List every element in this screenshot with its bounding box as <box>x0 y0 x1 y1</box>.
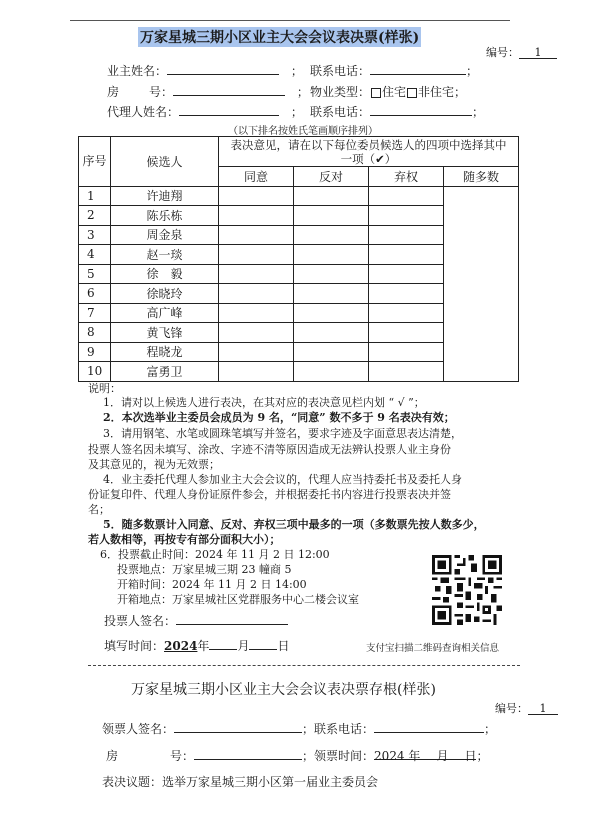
agree-cell[interactable] <box>219 284 294 304</box>
stub-motion-label: 表决议题： <box>102 775 163 789</box>
voter-sign-row <box>104 612 288 629</box>
candidate-name: 许迪翔 <box>111 186 219 206</box>
agree-cell[interactable] <box>219 225 294 245</box>
col-header-abstain: 弃权 <box>369 167 444 187</box>
abstain-cell[interactable] <box>369 303 444 323</box>
candidate-name: 徐晓玲 <box>111 284 219 304</box>
stub-room-field[interactable] <box>194 747 302 760</box>
note-3a: 3．请用钢笔、水笔或圆珠笔填写并签名，要求字迹及字面意思表达清楚， <box>103 427 462 440</box>
stub-receiver-field[interactable] <box>174 720 302 733</box>
oppose-cell[interactable] <box>294 284 369 304</box>
note-5b: 若人数相等，再按专有部分面积大小）； <box>88 533 281 546</box>
property-type-row: 物业类型： 住宅 非住宅； <box>310 85 467 99</box>
stub-room-label-part2: 号： <box>170 749 195 763</box>
agree-cell[interactable] <box>219 264 294 284</box>
qr-code-icon <box>432 555 502 625</box>
room-field[interactable] <box>173 83 285 96</box>
oppose-cell[interactable] <box>294 206 369 226</box>
proxy-phone-row: 联系电话： ； <box>310 105 485 119</box>
row-number: 9 <box>79 342 111 362</box>
oppose-cell[interactable] <box>294 362 369 382</box>
residential-checkbox[interactable] <box>371 88 381 98</box>
col-header-name: 候选人 <box>111 137 219 187</box>
agree-cell[interactable] <box>219 362 294 382</box>
candidate-name: 黄飞锋 <box>111 323 219 343</box>
owner-name-field[interactable] <box>167 62 279 75</box>
abstain-cell[interactable] <box>369 284 444 304</box>
candidate-name: 陈乐栋 <box>111 206 219 226</box>
room-row: 房 号： ； <box>107 85 309 99</box>
proxy-name-label: 代理人姓名： <box>107 105 180 119</box>
agree-cell[interactable] <box>219 186 294 206</box>
fill-time-month-unit: 月 <box>237 639 250 653</box>
row-number: 2 <box>79 206 111 226</box>
top-rule <box>70 20 510 21</box>
stub-motion: 选举万家星城三期小区第一届业主委员会 <box>162 775 379 789</box>
stub-year-unit: 年 <box>408 749 421 763</box>
note-3b: 投票人签名因未填写、涂改、字迹不清等原因造成无法辨认投票人业主身份 <box>88 443 451 456</box>
stub-receive-time-label: ；领票时间： <box>302 749 375 763</box>
fill-time-row <box>104 637 289 654</box>
row-number: 4 <box>79 245 111 265</box>
tear-line <box>88 665 520 666</box>
property-type-label: 物业类型： <box>310 85 371 99</box>
stub-month-unit: 月 <box>436 749 449 763</box>
note-6-open-location: 开箱地点：万家星城社区党群服务中心二楼会议室 <box>117 593 359 606</box>
candidate-name: 富勇卫 <box>111 362 219 382</box>
candidate-name: 徐 毅 <box>111 264 219 284</box>
note-4a: 4．业主委托代理人参加业主大会会议的，代理人应当持委托书及委托人身 <box>103 473 462 486</box>
proxy-row: 代理人姓名： ； <box>107 105 303 119</box>
note-5a: 5．随多数票计入同意、反对、弃权三项中最多的一项（多数票先按人数多少， <box>103 518 485 531</box>
abstain-cell[interactable] <box>369 245 444 265</box>
agree-cell[interactable] <box>219 245 294 265</box>
stub-serial-label: 编号： <box>495 702 528 715</box>
residential-label: 住宅 <box>382 85 407 99</box>
stub-serial-value: 1 <box>528 702 558 715</box>
proxy-phone-field[interactable] <box>370 103 472 116</box>
proxy-name-field[interactable] <box>179 103 279 116</box>
oppose-cell[interactable] <box>294 245 369 265</box>
note-1: 1．请对以上候选人进行表决，在其对应的表决意见栏内划 “ √ ”； <box>103 396 425 409</box>
stub-motion-row <box>102 773 378 790</box>
abstain-cell[interactable] <box>369 362 444 382</box>
abstain-cell[interactable] <box>369 323 444 343</box>
voter-sign-label: 投票人签名： <box>104 614 177 628</box>
abstain-cell[interactable] <box>369 342 444 362</box>
col-header-majority: 随多数 <box>444 167 519 187</box>
proxy-phone-label: 联系电话： <box>310 105 371 119</box>
phone-label: 联系电话： <box>310 64 371 78</box>
room-label-part2: 号： <box>149 85 174 99</box>
oppose-cell[interactable] <box>294 225 369 245</box>
ballot-title: 万家星城三期小区业主大会会议表决票(样张) <box>138 27 421 47</box>
phone-row: 联系电话： ； <box>310 64 479 78</box>
oppose-cell[interactable] <box>294 186 369 206</box>
stub-phone-label: ；联系电话： <box>302 722 375 736</box>
fill-time-day-unit: 日 <box>277 639 290 653</box>
oppose-cell[interactable] <box>294 323 369 343</box>
abstain-cell[interactable] <box>369 225 444 245</box>
note-3c: 及其意见的，视为无效票； <box>88 458 220 471</box>
stub-room-row <box>106 747 489 764</box>
fill-time-day-field[interactable] <box>249 637 277 650</box>
nonresidential-label: 非住宅 <box>418 85 455 99</box>
stub-receiver-row: 领票人签名： ；联系电话： ； <box>102 722 497 736</box>
stub-receive-time-field[interactable] <box>374 747 489 763</box>
owner-name-label: 业主姓名： <box>107 64 168 78</box>
room-label-part1: 房 <box>107 85 120 99</box>
abstain-cell[interactable] <box>369 206 444 226</box>
row-number: 10 <box>79 362 111 382</box>
row-number: 1 <box>79 186 111 206</box>
abstain-cell[interactable] <box>369 264 444 284</box>
fill-time-month-field[interactable] <box>209 637 237 650</box>
candidate-name: 高广峰 <box>111 303 219 323</box>
row-number: 3 <box>79 225 111 245</box>
stub-serial <box>495 700 558 716</box>
phone-field[interactable] <box>370 62 466 75</box>
oppose-cell[interactable] <box>294 264 369 284</box>
nonresidential-checkbox[interactable] <box>407 88 417 98</box>
col-header-no: 序号 <box>79 137 111 187</box>
vote-table <box>78 136 519 382</box>
fill-time-year: 2024 <box>164 639 198 653</box>
table-row <box>79 186 519 206</box>
candidate-name: 赵一琰 <box>111 245 219 265</box>
agree-cell[interactable] <box>219 323 294 343</box>
note-6-open-time: 开箱时间：2024 年 11 月 2 日 14:00 <box>117 578 307 591</box>
row-number: 8 <box>79 323 111 343</box>
majority-cell[interactable] <box>444 186 519 381</box>
serial-label: 编号： <box>486 46 519 59</box>
candidate-name: 程晓龙 <box>111 342 219 362</box>
serial-number <box>486 44 557 60</box>
abstain-cell[interactable] <box>369 186 444 206</box>
stub-receiver-label: 领票人签名： <box>102 722 175 736</box>
agree-cell[interactable] <box>219 303 294 323</box>
notes-heading: 说明： <box>88 382 121 395</box>
fill-time-label: 填写时间： <box>104 639 165 653</box>
oppose-cell[interactable] <box>294 342 369 362</box>
stub-title: 万家星城三期小区业主大会会议表决票存根(样张) <box>131 682 436 698</box>
stub-day-unit: 日； <box>464 749 489 763</box>
note-4b: 份证复印件、代理人身份证原件参会，并根据委托书内容进行投票表决并签 <box>88 488 451 501</box>
agree-cell[interactable] <box>219 206 294 226</box>
opinion-header: 表决意见，请在以下每位委员候选人的四项中选择其中一项（✔） <box>219 137 519 167</box>
oppose-cell[interactable] <box>294 303 369 323</box>
row-number: 7 <box>79 303 111 323</box>
voter-sign-field[interactable] <box>176 612 288 625</box>
row-number: 6 <box>79 284 111 304</box>
serial-value: 1 <box>519 46 557 59</box>
stub-room-label-part1: 房 <box>106 749 119 763</box>
fill-time-year-unit: 年 <box>197 639 210 653</box>
row-number: 5 <box>79 264 111 284</box>
agree-cell[interactable] <box>219 342 294 362</box>
owner-name-row: 业主姓名： ； <box>107 64 303 78</box>
note-4c: 名； <box>88 503 110 516</box>
stub-year: 2024 <box>374 749 405 763</box>
col-header-agree: 同意 <box>219 167 294 187</box>
qr-caption: 支付宝扫描二维码查询相关信息 <box>366 643 500 654</box>
stub-phone-field[interactable] <box>374 720 484 733</box>
note-6: 6．投票截止时间：2024 年 11 月 2 日 12:00 <box>100 548 330 561</box>
note-2: 2．本次选举业主委员会成员为 9 名，“同意” 数不多于 9 名表决有效； <box>103 411 455 424</box>
candidate-name: 周金泉 <box>111 225 219 245</box>
col-header-oppose: 反对 <box>294 167 369 187</box>
note-6-location: 投票地点：万家星城三期 23 幢商 5 <box>117 563 292 576</box>
sort-note: （以下排名按姓氏笔画顺序排列） <box>228 126 378 137</box>
